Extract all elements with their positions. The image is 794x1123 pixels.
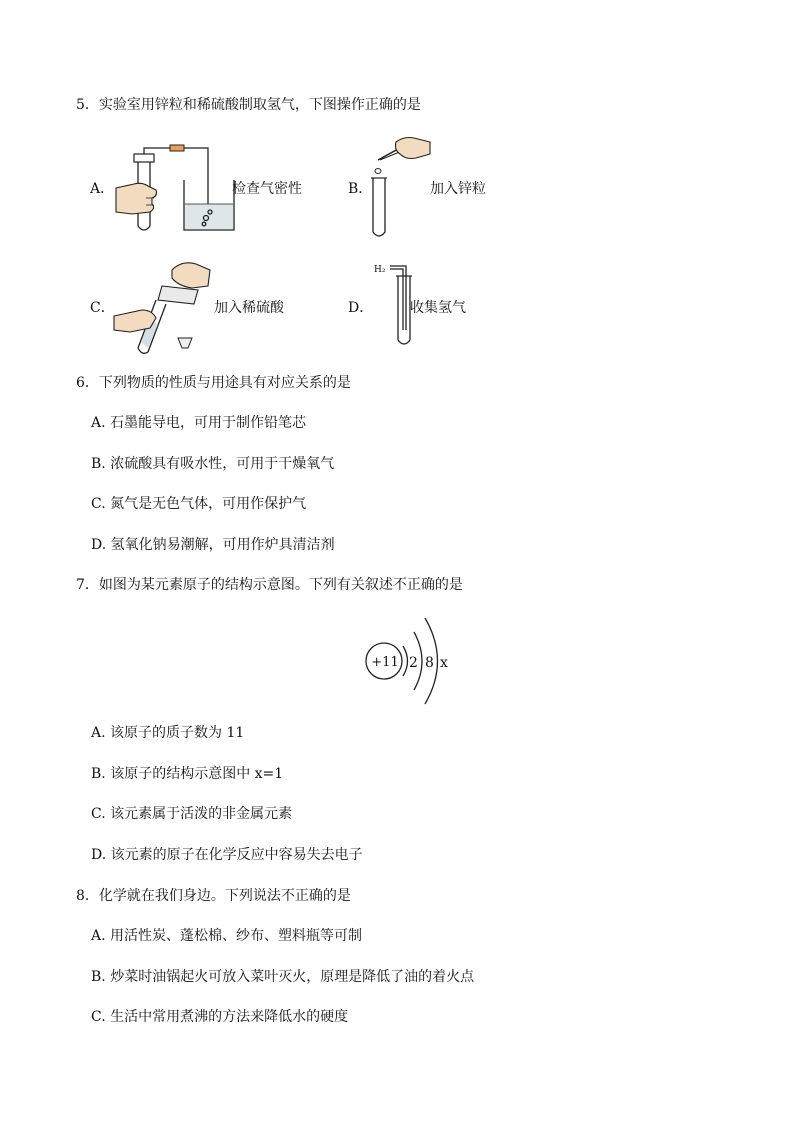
q7-option-a: A. 该原子的质子数为 11	[91, 725, 245, 741]
q5-option-a-letter: A．	[90, 181, 115, 197]
q6-option-c: C. 氮气是无色气体，可用作保护气	[91, 496, 307, 512]
q6-option-b: B. 浓硫酸具有吸水性，可用于干燥氧气	[91, 456, 335, 472]
q5-option-d-letter: D．	[348, 300, 374, 316]
q5-option-b-caption: 加入锌粒	[430, 181, 486, 197]
q6-option-a: A. 石墨能导电，可用于制作铅笔芯	[91, 415, 307, 431]
q8-option-a: A. 用活性炭、蓬松棉、纱布、塑料瓶等可制	[91, 928, 363, 944]
adding-acid-figure	[112, 256, 212, 356]
q5-option-c-letter: C．	[90, 300, 115, 316]
shell-2-electrons: 8	[425, 655, 434, 671]
adding-zinc-figure	[366, 134, 436, 242]
q5-option-c-caption: 加入稀硫酸	[214, 300, 284, 316]
q5-option-a-caption: 检查气密性	[232, 181, 302, 197]
question-5-stem: 5．实验室用锌粒和稀硫酸制取氢气，下图操作正确的是	[76, 97, 421, 113]
q7-option-b: B. 该原子的结构示意图中 x=1	[91, 766, 284, 782]
q6-option-d: D. 氢氧化钠易潮解，可用作炉具清洁剂	[91, 537, 335, 553]
q7-option-c: C. 该元素属于活泼的非金属元素	[91, 806, 293, 822]
q8-option-c: C. 生活中常用煮沸的方法来降低水的硬度	[91, 1009, 349, 1025]
nucleus-charge: +11	[371, 655, 399, 670]
shell-1-electrons: 2	[409, 655, 418, 671]
gas-label-h2: H₂	[374, 265, 386, 275]
airtightness-check-figure	[112, 138, 237, 238]
question-7-stem: 7．如图为某元素原子的结构示意图。下列有关叙述不正确的是	[76, 577, 463, 593]
q5-option-b-letter: B．	[348, 181, 373, 197]
question-8-stem: 8．化学就在我们身边。下列说法不正确的是	[76, 888, 351, 904]
shell-3-electrons: x	[440, 655, 448, 671]
q7-option-d: D. 该元素的原子在化学反应中容易失去电子	[91, 847, 363, 863]
question-6-stem: 6．下列物质的性质与用途具有对应关系的是	[76, 375, 351, 391]
electron-shell-1	[403, 646, 408, 676]
q8-option-b: B. 炒菜时油锅起火可放入菜叶灭火，原理是降低了油的着火点	[91, 969, 475, 985]
q5-option-d-caption: 收集氢气	[410, 300, 466, 316]
